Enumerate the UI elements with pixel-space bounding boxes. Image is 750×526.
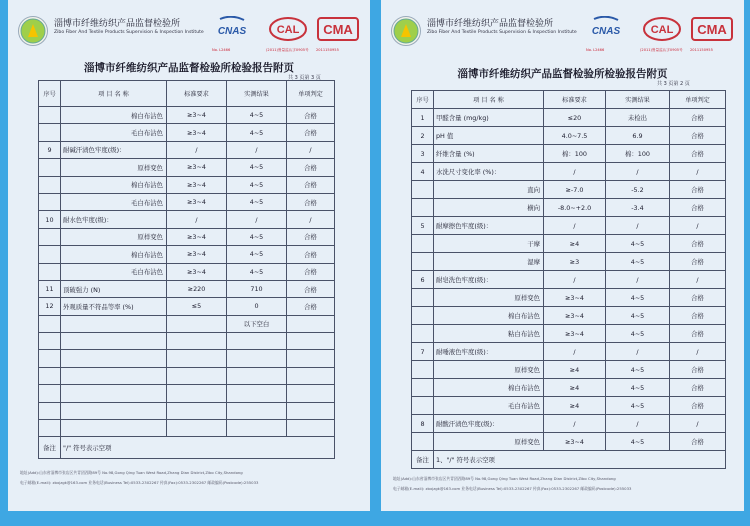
empty-cell [227,420,287,437]
table-row [412,253,726,271]
cma-logo-icon [690,16,734,42]
cell-no: 7 [412,343,434,361]
table-row [412,433,726,451]
cell-item-name: 原样变色 [61,228,167,245]
cell-result: / [606,271,670,289]
cell-standard: ≥4 [544,361,606,379]
empty-cell [287,333,335,350]
cell-standard: -8.0~+2.0 [544,199,606,217]
cell-result: / [606,343,670,361]
cell-result: 0 [227,298,287,315]
cell-no [39,228,61,245]
table-row [412,235,726,253]
cell-item-name: 耐水色牢度(级)： [61,211,167,228]
cell-judgement: 合格 [670,433,726,451]
cell-standard: ≥3~4 [167,159,227,176]
col-header-no: 序号 [412,91,434,109]
remark-label: 备注 [412,451,434,469]
cell-item-name: 毛白布沾色 [61,193,167,210]
cell-result: / [227,141,287,158]
table-row [39,246,335,263]
cell-no [412,433,434,451]
cell-judgement: 合格 [670,109,726,127]
table-row [39,263,335,280]
cell-judgement [287,315,335,332]
cell-standard: ≥3~4 [544,289,606,307]
footer-address: 地址(Add):山东省淄博市张店区共青团西路89号 No.98,Gong Qing Tuan West Road,Zhang Dian District,Zibo City,Shandong [20,470,243,475]
cell-standard: ≥3~4 [167,228,227,245]
result-table-body [412,109,726,469]
cell-no [412,361,434,379]
cell-judgement: / [670,415,726,433]
table-row [412,289,726,307]
cell-standard: / [167,211,227,228]
page-number: 共 3 页第 2 页 [657,81,690,87]
col-header-result: 实测结果 [606,91,670,109]
cell-result: 4~5 [606,433,670,451]
cell-standard: / [544,271,606,289]
cell-standard: ≥3~4 [544,433,606,451]
cell-item-name: 耐碱汗渍色牢度(级)： [61,141,167,158]
cell-judgement: / [670,163,726,181]
cell-result: 4~5 [606,307,670,325]
cell-result: 4~5 [606,235,670,253]
cell-standard: ≥3 [544,253,606,271]
cell-standard: ≥3~4 [544,307,606,325]
table-row [412,127,726,145]
cell-item-name: 棉白布沾色 [61,176,167,193]
cert-number-2: (2011)鲁量监认字0905号 [266,48,309,52]
col-header-item: 项 目 名 称 [434,91,544,109]
cell-item-name: 原样变色 [434,433,544,451]
cell-result: -5.2 [606,181,670,199]
remark-row [39,437,335,459]
cell-no: 5 [412,217,434,235]
letterhead [381,0,744,66]
cell-standard: ≥220 [167,280,227,297]
cell-no [412,397,434,415]
cell-no [39,246,61,263]
cell-result: 4~5 [606,325,670,343]
cell-result: / [606,163,670,181]
empty-cell [287,385,335,402]
table-row [39,107,335,124]
cell-judgement: 合格 [670,379,726,397]
cell-item-name: 粘白布沾色 [434,325,544,343]
cell-item-name: 干摩 [434,235,544,253]
cell-standard: ≤5 [167,298,227,315]
cell-judgement: / [670,271,726,289]
cell-result: 4~5 [227,246,287,263]
letterhead [8,0,370,66]
empty-cell [227,367,287,384]
cell-item-name: 毛白布沾色 [61,124,167,141]
cell-judgement: 合格 [287,298,335,315]
col-header-no: 序号 [39,81,61,107]
institute-name-en: Zibo Fiber And Textile Products Supervision & Inspection Institute [54,30,204,35]
table-row [39,141,335,158]
cell-standard: / [544,163,606,181]
cell-no: 8 [412,415,434,433]
table-row [412,343,726,361]
cell-result: / [606,217,670,235]
cell-item-name: 湿摩 [434,253,544,271]
cell-result: / [227,211,287,228]
cell-result: 4~5 [606,379,670,397]
certification-marks [586,16,736,56]
cell-judgement: 合格 [287,107,335,124]
cell-judgement: 合格 [670,253,726,271]
table-row [39,298,335,315]
empty-cell [61,385,167,402]
result-table [38,80,335,459]
table-row [39,228,335,245]
table-row [412,181,726,199]
empty-cell [167,350,227,367]
cert-number-3: 2011150955 [316,48,339,52]
cell-no: 4 [412,163,434,181]
empty-cell [227,333,287,350]
col-header-standard: 标准要求 [167,81,227,107]
cell-no: 3 [412,145,434,163]
cell-result: 6.9 [606,127,670,145]
table-row [39,211,335,228]
cell-item-name: 水洗尺寸变化率 (%)： [434,163,544,181]
remark-row [412,451,726,469]
cell-item-name: 甲醛含量 (mg/kg) [434,109,544,127]
empty-cell [287,402,335,419]
col-header-result: 实测结果 [227,81,287,107]
cell-result: 未检出 [606,109,670,127]
empty-cell [167,385,227,402]
cell-judgement: 合格 [670,361,726,379]
table-row [39,315,335,332]
cell-result: 以下空白 [227,315,287,332]
empty-cell [167,402,227,419]
empty-row [39,333,335,350]
cell-result: 4~5 [227,124,287,141]
cell-standard: ≥3~4 [167,246,227,263]
empty-cell [227,350,287,367]
page-number: 共 3 页第 3 页 [288,75,321,81]
cell-no [39,124,61,141]
cell-no [39,315,61,332]
cell-standard: ≥4 [544,235,606,253]
result-table [411,90,726,469]
cell-judgement: / [670,343,726,361]
cell-result: -3.4 [606,199,670,217]
cell-judgement: 合格 [287,193,335,210]
remark-label: 备注 [39,437,61,459]
remark-text: "/" 符号表示空项 [61,437,335,459]
certification-marks [212,16,362,56]
cell-result: 4~5 [606,361,670,379]
cell-no: 2 [412,127,434,145]
cell-judgement: 合格 [670,325,726,343]
cell-standard: ≥4 [544,397,606,415]
table-row [39,176,335,193]
empty-row [39,385,335,402]
cell-no: 10 [39,211,61,228]
cell-item-name: 棉白布沾色 [434,307,544,325]
empty-cell [61,402,167,419]
cell-no [412,253,434,271]
empty-cell [167,420,227,437]
cal-logo-icon [642,16,682,42]
cell-standard: ≥-7.0 [544,181,606,199]
cell-result: 4~5 [227,107,287,124]
empty-row [39,367,335,384]
cell-item-name: 棉白布沾色 [61,107,167,124]
cert-number-3: 2011150955 [690,48,713,52]
cell-item-name: 外观质量不符品等率 (%) [61,298,167,315]
table-row [412,415,726,433]
institute-logo-icon [391,16,421,46]
cell-item-name [61,315,167,332]
cell-standard: / [544,343,606,361]
table-row [412,271,726,289]
cell-item-name: 毛白布沾色 [434,397,544,415]
cell-judgement: / [287,211,335,228]
footer-address: 地址(Add):山东省淄博市张店区共青团西路89号 No.98,Gong Qing Tuan West Road,Zhang Dian District,Zibo City,Shandong [393,476,616,481]
cell-standard: / [167,141,227,158]
cell-standard: ≥3~4 [544,325,606,343]
empty-cell [61,367,167,384]
cell-item-name: 棉白布沾色 [434,379,544,397]
empty-row [39,402,335,419]
cma-logo-text: CMA [697,22,727,37]
cell-judgement: 合格 [287,246,335,263]
cell-no: 6 [412,271,434,289]
cert-number-1: No. L2466 [212,48,231,52]
table-row [412,109,726,127]
table-row [39,193,335,210]
cell-item-name: 棉白布沾色 [61,246,167,263]
empty-cell [287,420,335,437]
cal-logo-text: CAL [276,24,300,36]
cell-standard: / [544,415,606,433]
cell-judgement: / [670,217,726,235]
empty-cell [227,385,287,402]
cell-no [412,325,434,343]
empty-cell [39,367,61,384]
table-row [412,217,726,235]
empty-row [39,420,335,437]
institute-name-cn: 淄博市纤维纺织产品监督检验所 [54,19,181,29]
cell-result: 4~5 [227,263,287,280]
cell-no [39,193,61,210]
cal-logo-icon [268,16,308,42]
cell-standard: 4.0~7.5 [544,127,606,145]
cell-no [412,307,434,325]
table-row [412,163,726,181]
table-row [39,124,335,141]
result-table-body [39,107,335,459]
cell-judgement: 合格 [670,127,726,145]
cell-judgement: 合格 [670,181,726,199]
table-row [412,325,726,343]
table-row [412,145,726,163]
cell-standard: ≥3~4 [167,124,227,141]
empty-cell [39,350,61,367]
col-header-standard: 标准要求 [544,91,606,109]
cell-judgement: 合格 [287,228,335,245]
cell-item-name: 耐酸汗渍色牢度(级)： [434,415,544,433]
cell-no: 1 [412,109,434,127]
cell-item-name: 耐摩擦色牢度(级)： [434,217,544,235]
cert-number-2: (2011)鲁量监认字0905号 [640,48,683,52]
cell-result: 4~5 [606,253,670,271]
report-page-2 [381,0,744,511]
cal-logo-text: CAL [650,24,674,36]
table-row [412,397,726,415]
table-row [412,307,726,325]
cell-no [39,176,61,193]
cell-standard: / [544,217,606,235]
cell-no [412,235,434,253]
cell-judgement: 合格 [287,176,335,193]
cell-item-name: pH 值 [434,127,544,145]
cell-result: 4~5 [227,228,287,245]
empty-row [39,350,335,367]
empty-cell [227,402,287,419]
cell-judgement: 合格 [670,145,726,163]
footer-contact: 电子邮箱(E-mail): zbxjzgk@163.com 业务电话(Business Tel):0533-2302267 传真(Fax):0533-2302267 邮政编码(Postcode):255033 [20,480,259,485]
cell-result: 棉：100 [606,145,670,163]
page-title: 淄博市纤维纺织产品监督检验所检验报告附页 [84,62,294,74]
cell-no [39,107,61,124]
cell-standard: ≥3~4 [167,193,227,210]
cell-judgement: 合格 [670,289,726,307]
cell-judgement: 合格 [670,307,726,325]
cell-standard: ≤20 [544,109,606,127]
cell-no: 9 [39,141,61,158]
empty-cell [167,367,227,384]
cell-standard: ≥4 [544,379,606,397]
cell-judgement: 合格 [670,397,726,415]
table-row [39,280,335,297]
report-page-3 [8,0,370,511]
cell-no [39,159,61,176]
cell-standard: ≥3~4 [167,176,227,193]
empty-cell [61,350,167,367]
cell-result: 4~5 [606,397,670,415]
cell-item-name: 直向 [434,181,544,199]
cell-item-name: 原样变色 [434,361,544,379]
cell-result: / [606,415,670,433]
cell-item-name: 纤维含量 (%) [434,145,544,163]
col-header-item: 项 目 名 称 [61,81,167,107]
cell-result: 4~5 [227,159,287,176]
cell-standard [167,315,227,332]
cell-no [412,199,434,217]
cell-no [39,263,61,280]
cell-standard: ≥3~4 [167,107,227,124]
empty-cell [61,420,167,437]
cell-judgement: 合格 [287,124,335,141]
empty-cell [39,420,61,437]
table-header-row [412,91,726,109]
cnas-logo-icon [586,16,626,42]
cell-judgement: 合格 [287,263,335,280]
empty-cell [39,333,61,350]
cnas-logo-icon [212,16,252,42]
institute-name-en: Zibo Fiber And Textile Products Supervision & Inspection Institute [427,30,577,35]
cell-standard: 棉：100 [544,145,606,163]
cell-no: 12 [39,298,61,315]
cell-item-name: 原样变色 [61,159,167,176]
table-row [412,361,726,379]
table-row [412,379,726,397]
footer-contact: 电子邮箱(E-mail): zbxjzgk@163.com 业务电话(Business Tel):0533-2302267 传真(Fax):0533-2302267 邮政编码(Postcode):255033 [393,486,632,491]
empty-cell [287,350,335,367]
cell-no [412,379,434,397]
institute-name-cn: 淄博市纤维纺织产品监督检验所 [427,19,554,29]
page-title: 淄博市纤维纺织产品监督检验所检验报告附页 [457,68,668,80]
cell-result: 4~5 [227,176,287,193]
empty-cell [287,367,335,384]
cell-no: 11 [39,280,61,297]
table-row [39,159,335,176]
remark-text: 1、"/" 符号表示空项 [434,451,726,469]
cell-judgement: 合格 [287,280,335,297]
cert-number-1: No. L2466 [586,48,605,52]
empty-cell [167,333,227,350]
cell-item-name: 横向 [434,199,544,217]
cell-item-name: 原样变色 [434,289,544,307]
empty-cell [39,385,61,402]
empty-cell [39,402,61,419]
col-header-judgement: 单项判定 [670,91,726,109]
cnas-logo-text: CNAS [591,26,621,37]
cell-item-name: 耐皂洗色牢度(级)： [434,271,544,289]
cell-item-name: 耐唾液色牢度(级)： [434,343,544,361]
cell-no [412,181,434,199]
cell-judgement: / [287,141,335,158]
cell-judgement: 合格 [287,159,335,176]
cell-item-name: 顶破强力 (N) [61,280,167,297]
cell-result: 710 [227,280,287,297]
table-header-row [39,81,335,107]
cma-logo-icon [316,16,360,42]
institute-logo-icon [18,16,48,46]
empty-cell [61,333,167,350]
cell-no [412,289,434,307]
cma-logo-text: CMA [323,22,353,37]
cell-item-name: 毛白布沾色 [61,263,167,280]
cell-judgement: 合格 [670,235,726,253]
cell-result: 4~5 [227,193,287,210]
table-row [412,199,726,217]
cell-standard: ≥3~4 [167,263,227,280]
cnas-logo-text: CNAS [217,26,247,37]
col-header-judgement: 单项判定 [287,81,335,107]
cell-judgement: 合格 [670,199,726,217]
cell-result: 4~5 [606,289,670,307]
